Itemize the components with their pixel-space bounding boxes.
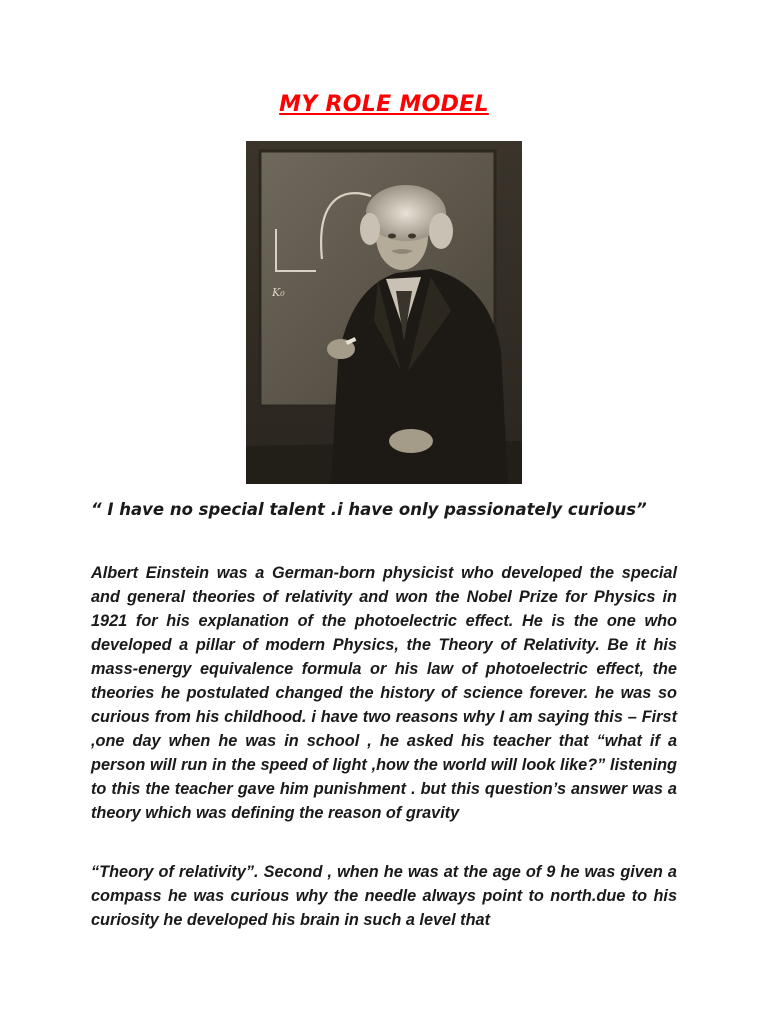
einstein-photo [246, 141, 522, 484]
chalkboard-label: K₀ [272, 286, 285, 299]
page-title: MY ROLE MODEL [279, 92, 489, 117]
quote-text: “ I have no special talent .i have only passionately curious” [91, 500, 647, 519]
body-paragraph-2: “Theory of relativity”. Second , when he was at the age of 9 he was given a compass he was curious why the needle always point to north.due to his curiosity he developed his brain in such a level that [91, 863, 677, 929]
body-paragraph-1: Albert Einstein was a German-born physicist who developed the special and general theories of relativity and won the Nobel Prize for Physics in 1921 for his explanation of the photoelectric effect. He is the one who developed a pillar of modern Physics, the Theory of Relativity. Be it his mass-energy equivalence formula or his law of photoelectric effect, the theories he postulated changed the history of science forever. he was so curious from his childhood. i have two reasons why I am saying this – First ,one day when he was in school , he asked his teacher that “what if a person will run in the speed of light ,how the world will look like?” listening to this the teacher gave him punishment . but this question’s answer was a theory which was defining the reason of gravity [91, 564, 677, 822]
